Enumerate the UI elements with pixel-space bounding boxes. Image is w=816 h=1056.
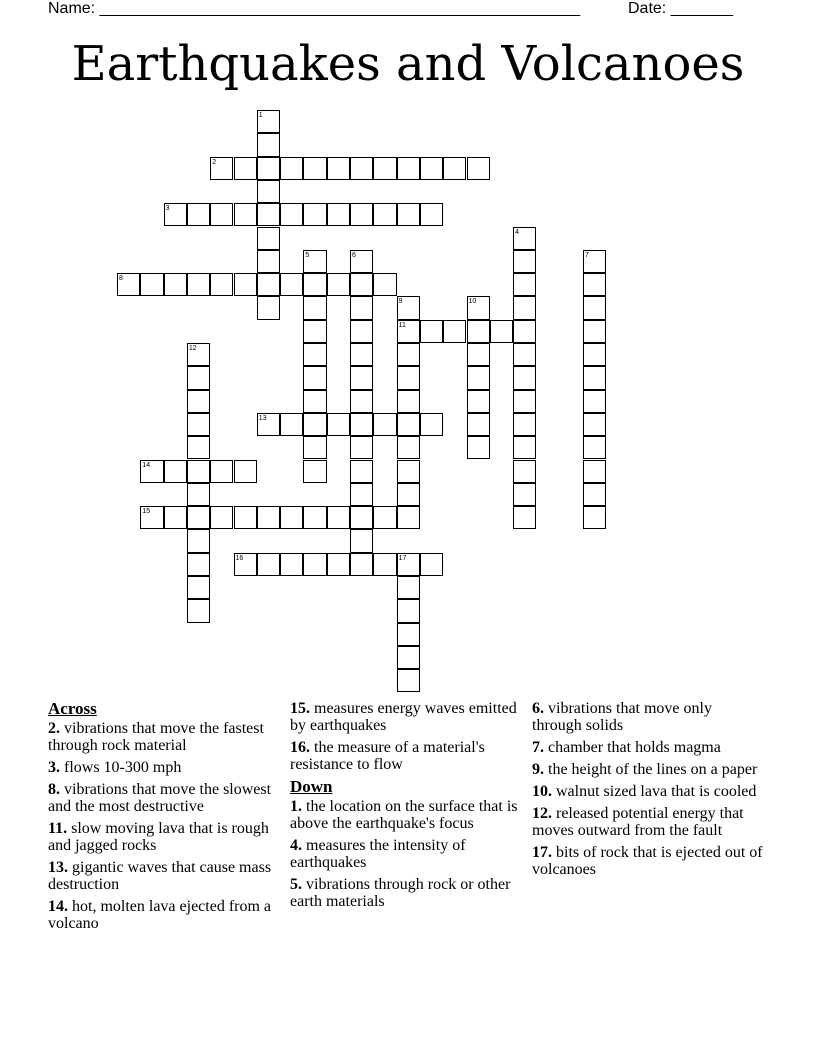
crossword-cell[interactable] — [397, 576, 420, 599]
clue-item-text: measures energy waves emitted by earthquakes — [290, 700, 517, 734]
crossword-cell[interactable] — [373, 203, 396, 226]
clue-item-number: 5. — [290, 876, 302, 893]
clue-item-text: vibrations that move only through solids — [532, 700, 712, 734]
crossword-cell[interactable] — [303, 460, 326, 483]
clue-item — [532, 761, 764, 778]
crossword-cell[interactable] — [583, 273, 606, 296]
crossword-cell[interactable] — [513, 296, 536, 319]
clue-item-number: 8. — [48, 781, 60, 798]
crossword-cell[interactable] — [350, 203, 373, 226]
crossword-cell[interactable] — [140, 460, 163, 483]
clue-number: 2 — [212, 158, 217, 166]
crossword-cell[interactable] — [280, 157, 303, 180]
crossword-cell[interactable] — [350, 343, 373, 366]
crossword-cell[interactable] — [420, 157, 443, 180]
crossword-cell[interactable] — [257, 296, 280, 319]
clue-item — [532, 700, 764, 734]
name-field-label: Name: ______________________________________________________ — [48, 0, 581, 17]
crossword-cell[interactable] — [467, 390, 490, 413]
clue-item — [48, 820, 280, 854]
crossword-cell[interactable] — [303, 157, 326, 180]
crossword-cell[interactable] — [187, 553, 210, 576]
down-clue-list-continued — [532, 700, 764, 878]
crossword-cell[interactable] — [280, 553, 303, 576]
clue-item-text: chamber that holds magma — [544, 739, 721, 756]
crossword-cell[interactable] — [513, 460, 536, 483]
crossword-cell[interactable] — [513, 366, 536, 389]
clue-item-text: measures the intensity of earthquakes — [290, 837, 466, 871]
clue-item-number: 14. — [48, 898, 68, 915]
crossword-cell[interactable] — [140, 273, 163, 296]
crossword-cell[interactable] — [420, 320, 443, 343]
crossword-cell[interactable] — [187, 343, 210, 366]
crossword-cell[interactable] — [187, 413, 210, 436]
crossword-cell[interactable] — [397, 390, 420, 413]
crossword-cell[interactable] — [443, 157, 466, 180]
crossword-cell[interactable] — [303, 273, 326, 296]
crossword-cell[interactable] — [397, 460, 420, 483]
clue-item-text: vibrations through rock or other earth materials — [290, 876, 511, 910]
crossword-cell[interactable] — [303, 320, 326, 343]
crossword-cell[interactable] — [350, 436, 373, 459]
crossword-cell[interactable] — [397, 366, 420, 389]
crossword-cell[interactable] — [164, 203, 187, 226]
down-heading: Down — [290, 777, 333, 796]
crossword-cell[interactable] — [373, 273, 396, 296]
crossword-cell[interactable] — [303, 343, 326, 366]
across-heading: Across — [48, 699, 97, 718]
crossword-cell[interactable] — [303, 366, 326, 389]
crossword-cell[interactable] — [373, 413, 396, 436]
clue-item-number: 12. — [532, 805, 552, 822]
crossword-cell[interactable] — [397, 436, 420, 459]
crossword-cell[interactable] — [397, 669, 420, 692]
crossword-cell[interactable] — [164, 273, 187, 296]
down-clue-list — [290, 798, 522, 910]
crossword-cell[interactable] — [467, 366, 490, 389]
clue-number: 9 — [398, 298, 403, 306]
crossword-cell[interactable] — [257, 553, 280, 576]
crossword-cell[interactable] — [350, 553, 373, 576]
clue-item — [48, 898, 280, 932]
clue-number: 15 — [142, 508, 151, 516]
clue-number: 14 — [142, 461, 151, 469]
clue-item-text: hot, molten lava ejected from a volcano — [48, 898, 272, 932]
clue-item — [290, 837, 522, 871]
date-field-label: Date: _______ — [628, 0, 733, 17]
crossword-cell[interactable] — [117, 273, 140, 296]
crossword-cell[interactable] — [257, 250, 280, 273]
crossword-cell[interactable] — [583, 460, 606, 483]
crossword-cell[interactable] — [257, 110, 280, 133]
crossword-cell[interactable] — [280, 273, 303, 296]
crossword-cell[interactable] — [443, 320, 466, 343]
crossword-cell[interactable] — [467, 343, 490, 366]
crossword-cell[interactable] — [350, 273, 373, 296]
clue-number: 7 — [585, 251, 589, 259]
crossword-cell[interactable] — [187, 506, 210, 529]
clue-item-text: vibrations that move the fastest through rock material — [48, 720, 264, 754]
crossword-cell[interactable] — [513, 320, 536, 343]
crossword-cell[interactable] — [210, 203, 233, 226]
crossword-cell[interactable] — [280, 203, 303, 226]
crossword-cell[interactable] — [397, 343, 420, 366]
crossword-cell[interactable] — [467, 436, 490, 459]
crossword-cell[interactable] — [397, 483, 420, 506]
crossword-cell[interactable] — [583, 506, 606, 529]
crossword-cell[interactable] — [327, 506, 350, 529]
crossword-cell[interactable] — [257, 180, 280, 203]
clue-item-text: the measure of a material's resistance to flow — [290, 739, 485, 773]
clue-item-number: 10. — [532, 783, 552, 800]
crossword-cell[interactable] — [210, 273, 233, 296]
crossword-cell[interactable] — [583, 296, 606, 319]
crossword-cell[interactable] — [467, 296, 490, 319]
crossword-cell[interactable] — [397, 296, 420, 319]
clue-item-number: 1. — [290, 798, 302, 815]
crossword-cell[interactable] — [303, 506, 326, 529]
crossword-cell[interactable] — [327, 273, 350, 296]
crossword-cell[interactable] — [303, 250, 326, 273]
clue-item-text: flows 10-300 mph — [60, 759, 182, 776]
crossword-cell[interactable] — [350, 320, 373, 343]
crossword-cell[interactable] — [187, 273, 210, 296]
clue-number: 17 — [398, 554, 407, 562]
crossword-cell[interactable] — [257, 203, 280, 226]
crossword-cell[interactable] — [234, 553, 257, 576]
crossword-cell[interactable] — [187, 366, 210, 389]
crossword-cell[interactable] — [397, 320, 420, 343]
crossword-cell[interactable] — [187, 483, 210, 506]
clue-item-text: the height of the lines on a paper — [544, 761, 758, 778]
clue-number: 4 — [515, 228, 519, 236]
crossword-cell[interactable] — [350, 506, 373, 529]
crossword-cell[interactable] — [583, 483, 606, 506]
crossword-cell[interactable] — [583, 436, 606, 459]
crossword-cell[interactable] — [583, 366, 606, 389]
clue-item — [48, 759, 280, 776]
crossword-cell[interactable] — [397, 646, 420, 669]
crossword-cell[interactable] — [467, 320, 490, 343]
crossword-cell[interactable] — [583, 390, 606, 413]
clue-item-text: released potential energy that moves outward from the fault — [532, 805, 744, 839]
crossword-cell[interactable] — [303, 390, 326, 413]
crossword-cell[interactable] — [397, 599, 420, 622]
clue-number: 5 — [305, 251, 310, 259]
clue-number: 3 — [165, 205, 170, 213]
crossword-cell[interactable] — [397, 506, 420, 529]
crossword-cell[interactable] — [420, 413, 443, 436]
page-title: Earthquakes and Volcanoes — [71, 36, 745, 92]
crossword-cell[interactable] — [420, 553, 443, 576]
clue-item — [290, 739, 522, 773]
clue-item-number: 15. — [290, 700, 310, 717]
crossword-cell[interactable] — [234, 157, 257, 180]
clue-item-number: 6. — [532, 700, 544, 717]
crossword-cell[interactable] — [303, 553, 326, 576]
clue-number: 12 — [188, 345, 197, 352]
crossword-cell[interactable] — [397, 623, 420, 646]
crossword-cell[interactable] — [257, 506, 280, 529]
clue-item-text: vibrations that move the slowest and the most destructive — [48, 781, 272, 815]
crossword-cell[interactable] — [187, 460, 210, 483]
crossword-cell[interactable] — [210, 157, 233, 180]
crossword-cell[interactable] — [513, 506, 536, 529]
clue-item-number: 11. — [48, 820, 68, 837]
crossword-cell[interactable] — [513, 273, 536, 296]
clue-item — [532, 739, 764, 756]
crossword-cell[interactable] — [513, 343, 536, 366]
clues-column-3 — [532, 700, 764, 883]
crossword-cell[interactable] — [234, 273, 257, 296]
clue-item — [532, 783, 764, 800]
crossword-cell[interactable] — [140, 506, 163, 529]
crossword-cell[interactable] — [187, 599, 210, 622]
clue-item — [290, 798, 522, 832]
clue-item — [48, 859, 280, 893]
crossword-cell[interactable] — [257, 157, 280, 180]
clues-column-1 — [48, 700, 280, 937]
crossword-cell[interactable] — [303, 413, 326, 436]
crossword-cell[interactable] — [234, 460, 257, 483]
crossword-cell[interactable] — [210, 460, 233, 483]
clue-item-number: 2. — [48, 720, 60, 737]
clue-number: 6 — [352, 251, 356, 259]
crossword-cell[interactable] — [257, 133, 280, 156]
clue-item-text: bits of rock that is ejected out of volcanoes — [532, 844, 763, 878]
clue-item-number: 13. — [48, 859, 68, 876]
crossword-cell[interactable] — [257, 413, 280, 436]
crossword-cell[interactable] — [327, 413, 350, 436]
crossword-cell[interactable] — [164, 460, 187, 483]
across-clue-list-continued — [290, 700, 522, 773]
clue-item-number: 9. — [532, 761, 544, 778]
crossword-cell[interactable] — [234, 203, 257, 226]
clue-item-number: 17. — [532, 844, 552, 861]
clue-item-number: 3. — [48, 759, 60, 776]
crossword-cell[interactable] — [373, 157, 396, 180]
crossword-cell[interactable] — [490, 320, 513, 343]
crossword-cell[interactable] — [187, 529, 210, 552]
clue-number: 8 — [119, 275, 123, 283]
crossword-cell[interactable] — [187, 576, 210, 599]
crossword-cell[interactable] — [513, 413, 536, 436]
clue-number: 1 — [258, 112, 263, 119]
clue-number: 16 — [235, 554, 244, 562]
clue-item — [290, 876, 522, 910]
clue-number: 13 — [258, 414, 267, 422]
clues-column-2 — [290, 700, 522, 915]
clue-number: 11 — [398, 321, 406, 329]
crossword-cell[interactable] — [187, 390, 210, 413]
crossword-cell[interactable] — [373, 553, 396, 576]
crossword-cell[interactable] — [420, 203, 443, 226]
crossword-cell[interactable] — [467, 157, 490, 180]
crossword-cell[interactable] — [350, 483, 373, 506]
crossword-cell[interactable] — [303, 203, 326, 226]
crossword-cell[interactable] — [327, 203, 350, 226]
crossword-cell[interactable] — [350, 413, 373, 436]
clue-number: 10 — [468, 298, 477, 306]
clue-item — [532, 805, 764, 839]
crossword-cell[interactable] — [210, 506, 233, 529]
crossword-cell[interactable] — [234, 506, 257, 529]
clue-item-text: the location on the surface that is above the earthquake's focus — [290, 798, 518, 832]
clue-item-text: walnut sized lava that is cooled — [552, 783, 757, 800]
crossword-cell[interactable] — [257, 273, 280, 296]
crossword-cell[interactable] — [397, 413, 420, 436]
crossword-cell[interactable] — [397, 157, 420, 180]
clue-item-number: 4. — [290, 837, 302, 854]
crossword-cell[interactable] — [513, 250, 536, 273]
clue-item-number: 7. — [532, 739, 544, 756]
crossword-cell[interactable] — [350, 529, 373, 552]
crossword-cell[interactable] — [280, 506, 303, 529]
crossword-cell[interactable] — [513, 483, 536, 506]
crossword-cell[interactable] — [350, 250, 373, 273]
crossword-cell[interactable] — [280, 413, 303, 436]
clue-item — [48, 781, 280, 815]
crossword-cell[interactable] — [373, 506, 396, 529]
clue-item-text: gigantic waves that cause mass destruction — [48, 859, 272, 893]
across-clue-list — [48, 720, 280, 932]
clue-item — [290, 700, 522, 734]
crossword-cell[interactable] — [303, 436, 326, 459]
crossword-cell[interactable] — [257, 227, 280, 250]
crossword-cell[interactable] — [513, 227, 536, 250]
crossword-cell[interactable] — [397, 553, 420, 576]
crossword-cell[interactable] — [397, 203, 420, 226]
crossword-cell[interactable] — [327, 553, 350, 576]
crossword-cell[interactable] — [583, 413, 606, 436]
crossword-cell[interactable] — [350, 296, 373, 319]
crossword-cell[interactable] — [583, 250, 606, 273]
clue-item-number: 16. — [290, 739, 310, 756]
crossword-cell[interactable] — [187, 436, 210, 459]
crossword-cell[interactable] — [164, 506, 187, 529]
clue-item-text: slow moving lava that is rough and jagged rocks — [48, 820, 269, 854]
clue-item — [532, 844, 764, 878]
clue-item — [48, 720, 280, 754]
crossword-cell[interactable] — [513, 390, 536, 413]
crossword-cell[interactable] — [350, 460, 373, 483]
crossword-cell[interactable] — [350, 157, 373, 180]
crossword-cell[interactable] — [303, 296, 326, 319]
crossword-cell[interactable] — [327, 157, 350, 180]
crossword-cell[interactable] — [350, 390, 373, 413]
crossword-cell[interactable] — [187, 203, 210, 226]
crossword-cell[interactable] — [583, 320, 606, 343]
crossword-cell[interactable] — [467, 413, 490, 436]
crossword-cell[interactable] — [350, 366, 373, 389]
crossword-cell[interactable] — [513, 436, 536, 459]
crossword-cell[interactable] — [583, 343, 606, 366]
